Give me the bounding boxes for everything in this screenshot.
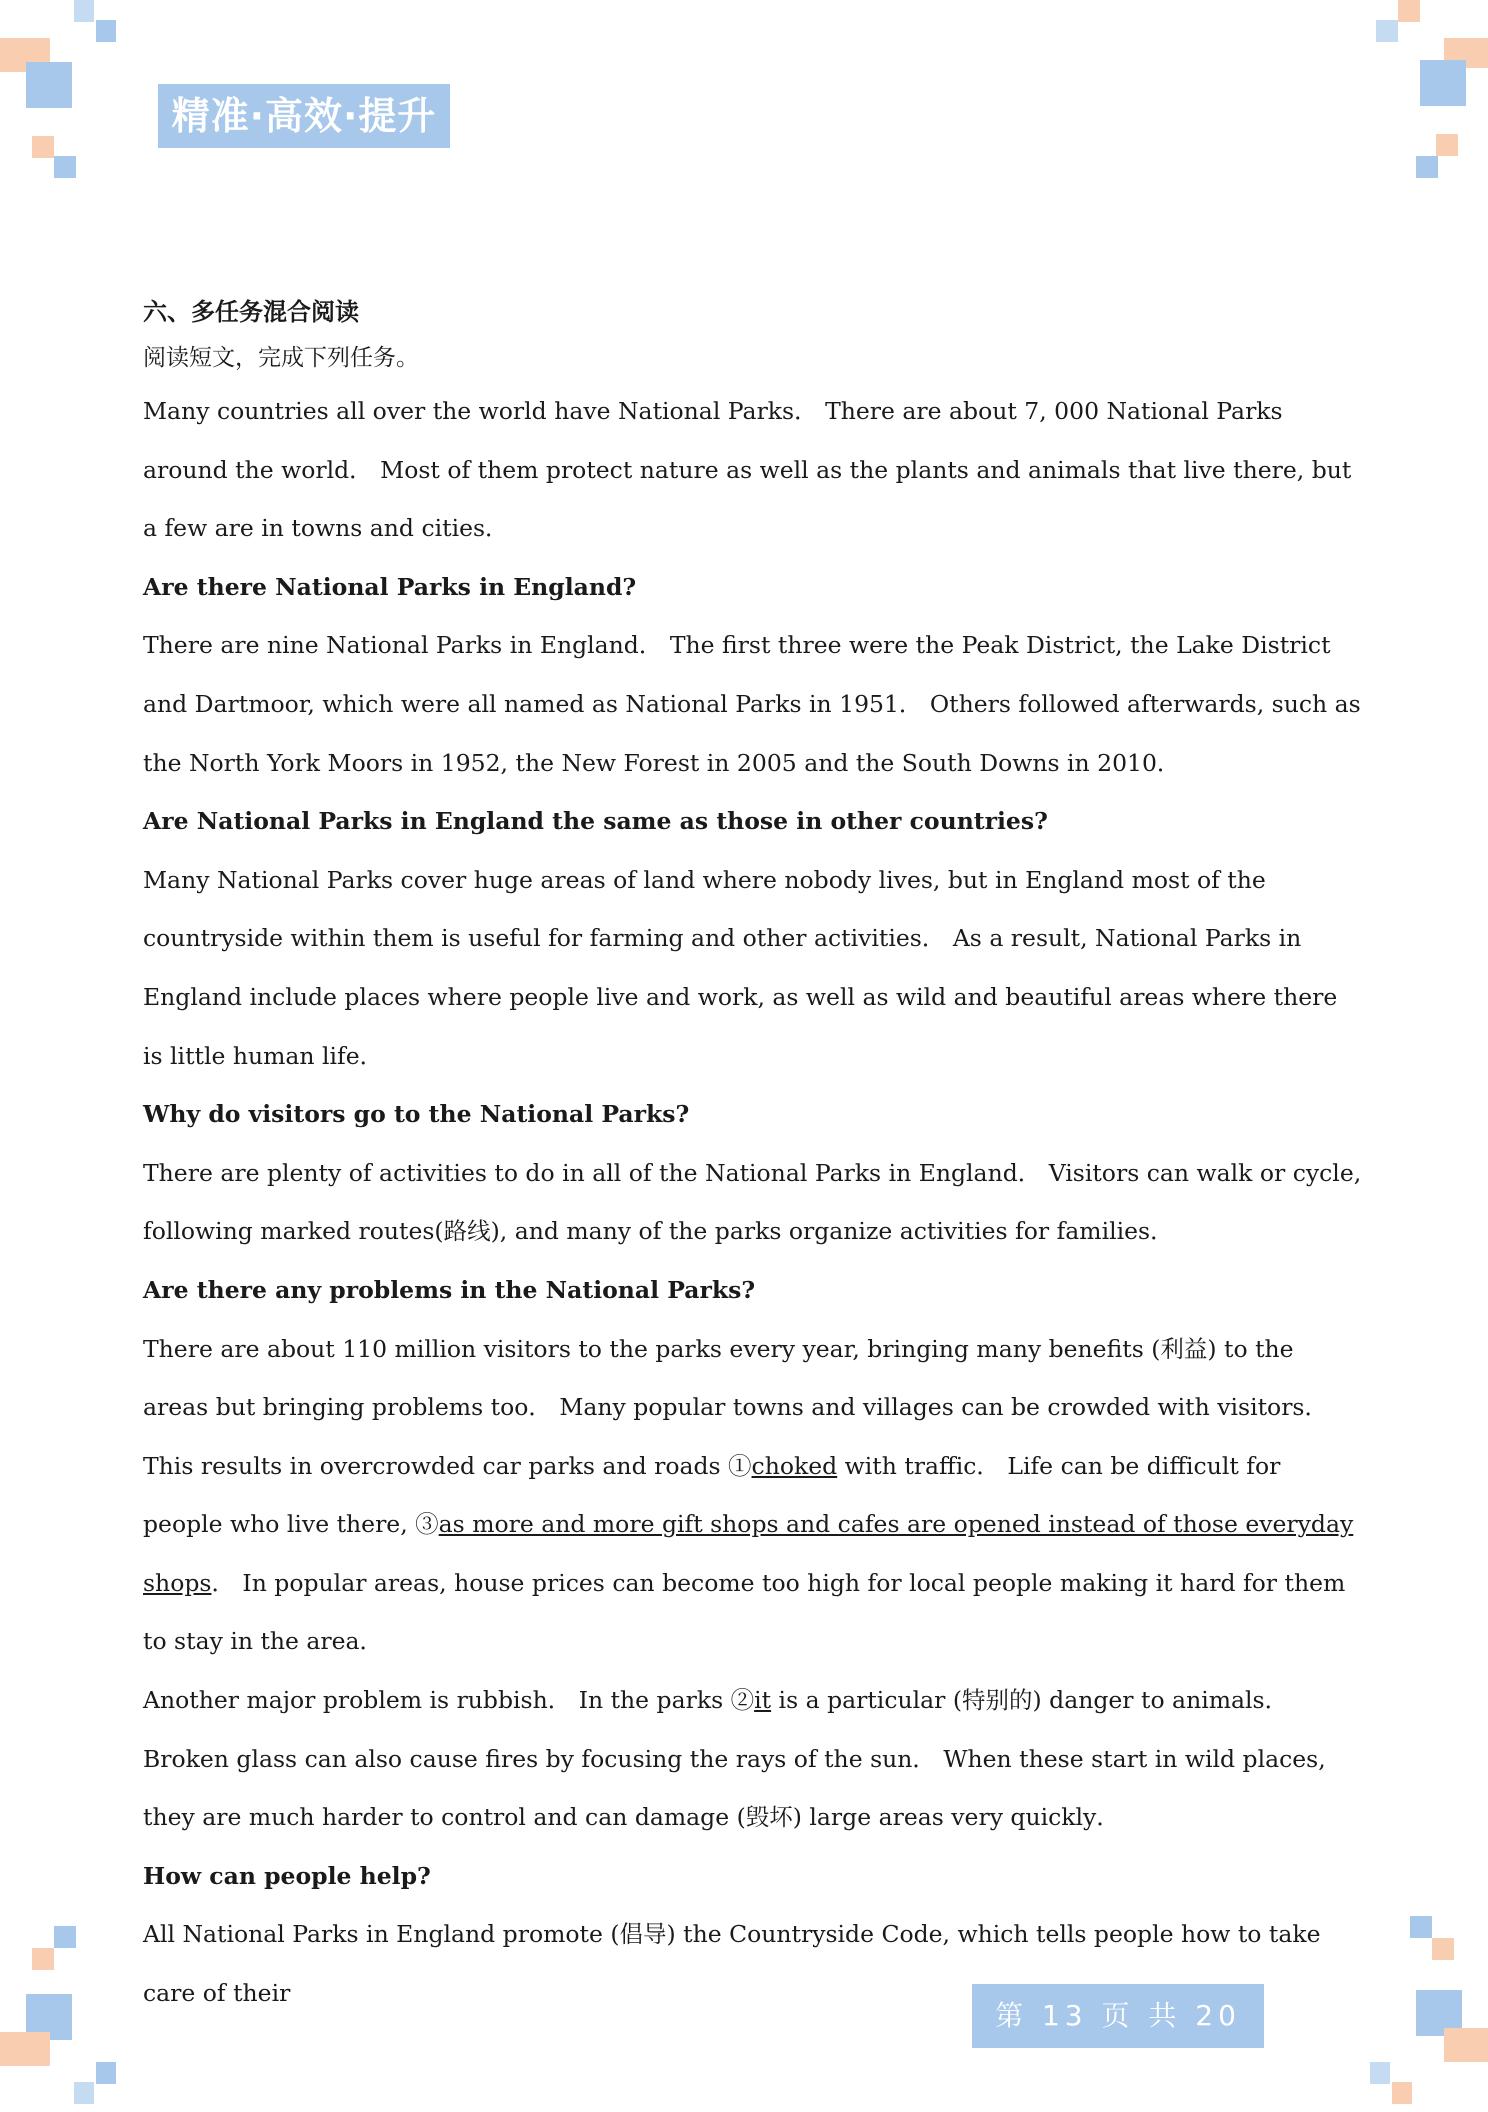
text-span: Another major problem is rubbish． In the parks — [143, 1686, 731, 1715]
page-indicator: 第 13 页 共 20 页 — [972, 1984, 1264, 2048]
decor-square — [1398, 0, 1420, 22]
text-span: There are about 110 million visitors to the parks every year, bringing many benefits (利益) to the areas but bringing problems too． Many popular towns and villages can be crowded with visitors． This results in overcrowded car parks and roads — [143, 1334, 1328, 1480]
underlined-phrase: choked — [751, 1451, 838, 1480]
passage-paragraph: Many National Parks cover huge areas of land where nobody lives, but in England most of the countryside within them is useful for farming and other activities． As a result, National Parks in England include places where people live and work, as well as wild and beautiful areas where there is little human life． — [143, 865, 1338, 1070]
brand-banner: 精准·高效·提升 — [158, 84, 450, 148]
passage-paragraph — [143, 1671, 1363, 1847]
underlined-phrase: it — [754, 1686, 772, 1715]
decor-square — [1410, 1916, 1432, 1938]
text-span: is a particular (特别的) danger to animals． Broken glass can also cause fires by focusing the rays of the sun． When these start in wild places, they are much harder to control and can damage (毁坏) large areas very quickly． — [143, 1686, 1326, 1832]
decor-square — [54, 156, 76, 178]
text-span: ． In popular areas, house prices can become too high for local people making it hard for them to stay in the area． — [143, 1568, 1346, 1656]
passage-subheading: How can people help? — [143, 1861, 431, 1890]
passage-paragraph — [143, 1320, 1363, 1672]
decor-square — [32, 1948, 54, 1970]
decor-square — [26, 62, 72, 108]
decor-square — [1376, 20, 1398, 42]
passage-subheading: Are there any problems in the National Parks? — [143, 1275, 756, 1304]
passage-paragraph: Many countries all over the world have National Parks． There are about 7, 000 National Parks around the world． Most of them protect nature as well as the plants and animals that live there, but a few are in towns and cities． — [143, 397, 1352, 543]
decor-square — [1420, 60, 1466, 106]
decor-square — [1392, 2082, 1412, 2104]
underlined-phrase: as more and more gift shops and cafes are opened instead of those everyday shops — [143, 1510, 1354, 1597]
text-span: with traffic． Life can be difficult for people who live there, — [143, 1451, 1281, 1539]
passage-paragraph: There are plenty of activities to do in all of the National Parks in England． Visitors can walk or cycle, following marked routes(路线), and many of the parks organize activities for families． — [143, 1158, 1362, 1246]
decor-square — [74, 0, 94, 22]
passage-paragraph: There are nine National Parks in England． The first three were the Peak District, the Lake District and Dartmoor, which were all named as National Parks in 1951． Others followed afterwards, such as the North York Moors in 1952, the New Forest in 2005 and the South Downs in 2010． — [143, 631, 1361, 777]
reading-section — [143, 290, 1363, 2023]
section-title: 六、多任务混合阅读 — [143, 298, 359, 326]
passage-subheading: Are National Parks in England the same as those in other countries? — [143, 807, 1048, 836]
passage-subheading: Are there National Parks in England? — [143, 572, 637, 601]
section-instruction: 阅读短文，完成下列任务。 — [143, 345, 419, 371]
question-marker: ③ — [415, 1510, 439, 1539]
decor-square — [1436, 134, 1458, 156]
decor-square — [1370, 2062, 1390, 2084]
decor-square — [1444, 2028, 1488, 2062]
decor-square — [0, 2032, 50, 2066]
passage-subheading: Why do visitors go to the National Parks? — [143, 1100, 690, 1129]
decor-square — [96, 2062, 116, 2084]
passage-paragraph: All National Parks in England promote (倡导) the Countryside Code, which tells people how to take care of their — [143, 1920, 1321, 2008]
decor-square — [1416, 156, 1438, 178]
decor-square — [54, 1926, 76, 1948]
decor-square — [74, 2082, 94, 2104]
question-marker: ① — [728, 1451, 752, 1480]
decor-square — [1432, 1938, 1454, 1960]
decor-square — [32, 136, 54, 158]
decor-square — [96, 20, 116, 42]
question-marker: ② — [730, 1686, 755, 1715]
